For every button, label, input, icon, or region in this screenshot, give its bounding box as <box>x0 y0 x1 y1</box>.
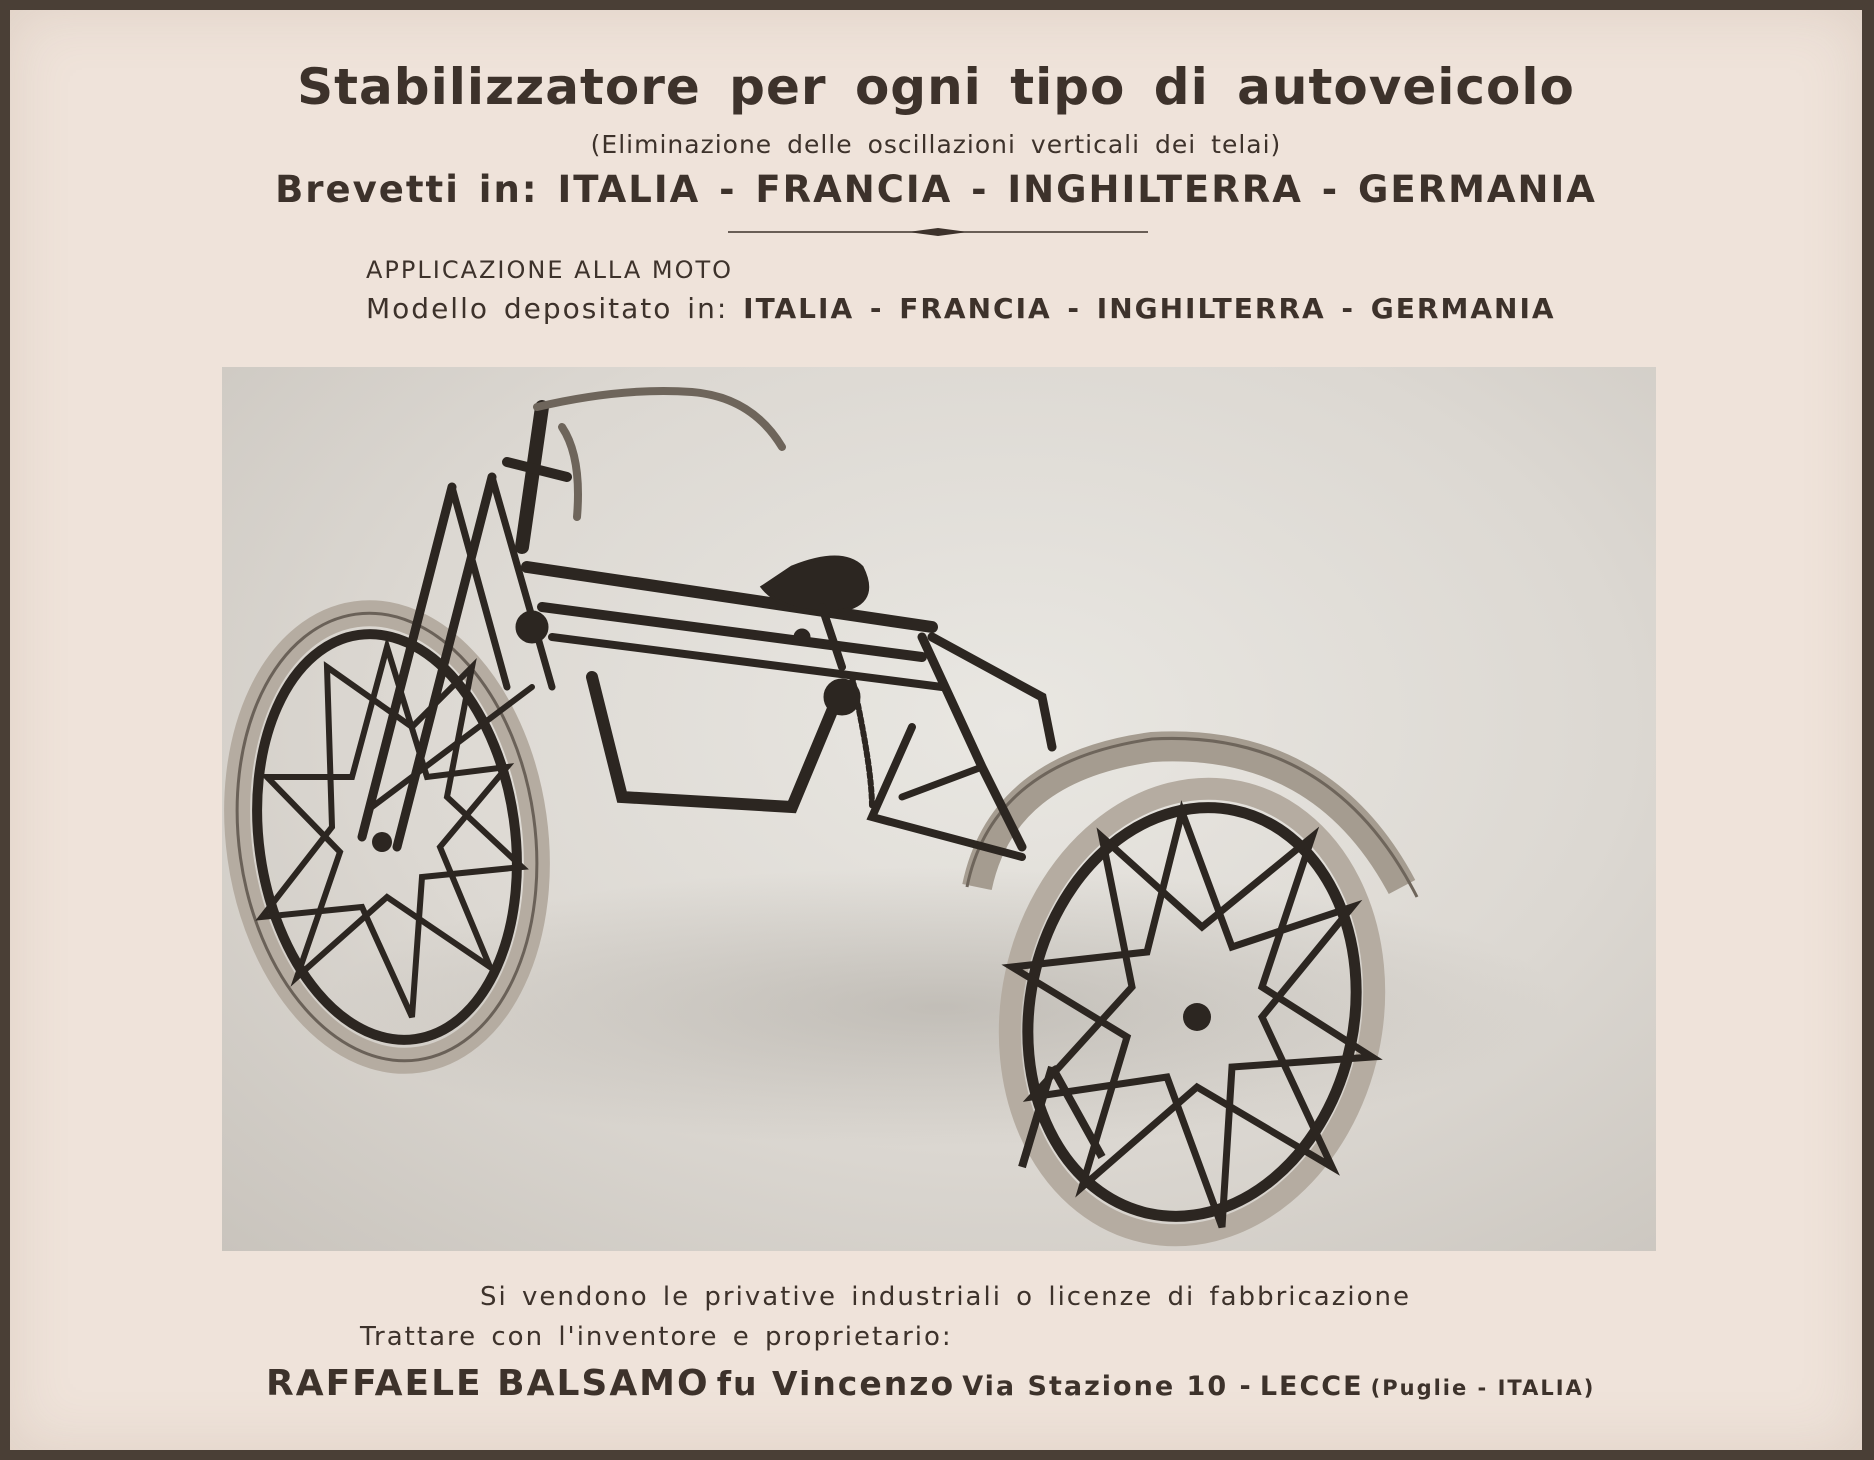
motorcycle-frame-illustration <box>222 367 1656 1251</box>
motorcycle-photo <box>222 367 1656 1251</box>
model-label: Modello depositato in: <box>366 292 729 325</box>
ad-title: Stabilizzatore per ogni tipo di autoveicolo <box>297 58 1575 116</box>
patents-label: Brevetti in: <box>275 168 539 211</box>
owner-name: RAFFAELE BALSAMO <box>266 1363 710 1404</box>
frame <box>362 391 1052 857</box>
ad-subtitle: (Eliminazione delle oscillazioni verticali dei telai) <box>590 130 1282 159</box>
contact-line: Trattare con l'inventore e proprietario: <box>360 1322 953 1352</box>
patents-countries: ITALIA - FRANCIA - INGHILTERRA - GERMANIA <box>557 168 1597 211</box>
city-name: LECCE <box>1259 1371 1364 1402</box>
street-address: Via Stazione 10 - <box>962 1371 1253 1402</box>
ornamental-divider <box>728 222 1148 242</box>
patents-line <box>10 168 1862 211</box>
model-countries: ITALIA - FRANCIA - INGHILTERRA - GERMANIA <box>743 292 1556 325</box>
model-deposit-line <box>366 292 1556 325</box>
application-label: APPLICAZIONE ALLA MOTO <box>366 256 734 284</box>
owner-address <box>266 1363 1595 1404</box>
region-name: (Puglie - ITALIA) <box>1370 1376 1596 1400</box>
sale-notice: Si vendono le privative industriali o licenze di fabbricazione <box>480 1282 1411 1312</box>
advertisement-card <box>10 10 1862 1450</box>
owner-suffix: fu Vincenzo <box>716 1364 956 1403</box>
